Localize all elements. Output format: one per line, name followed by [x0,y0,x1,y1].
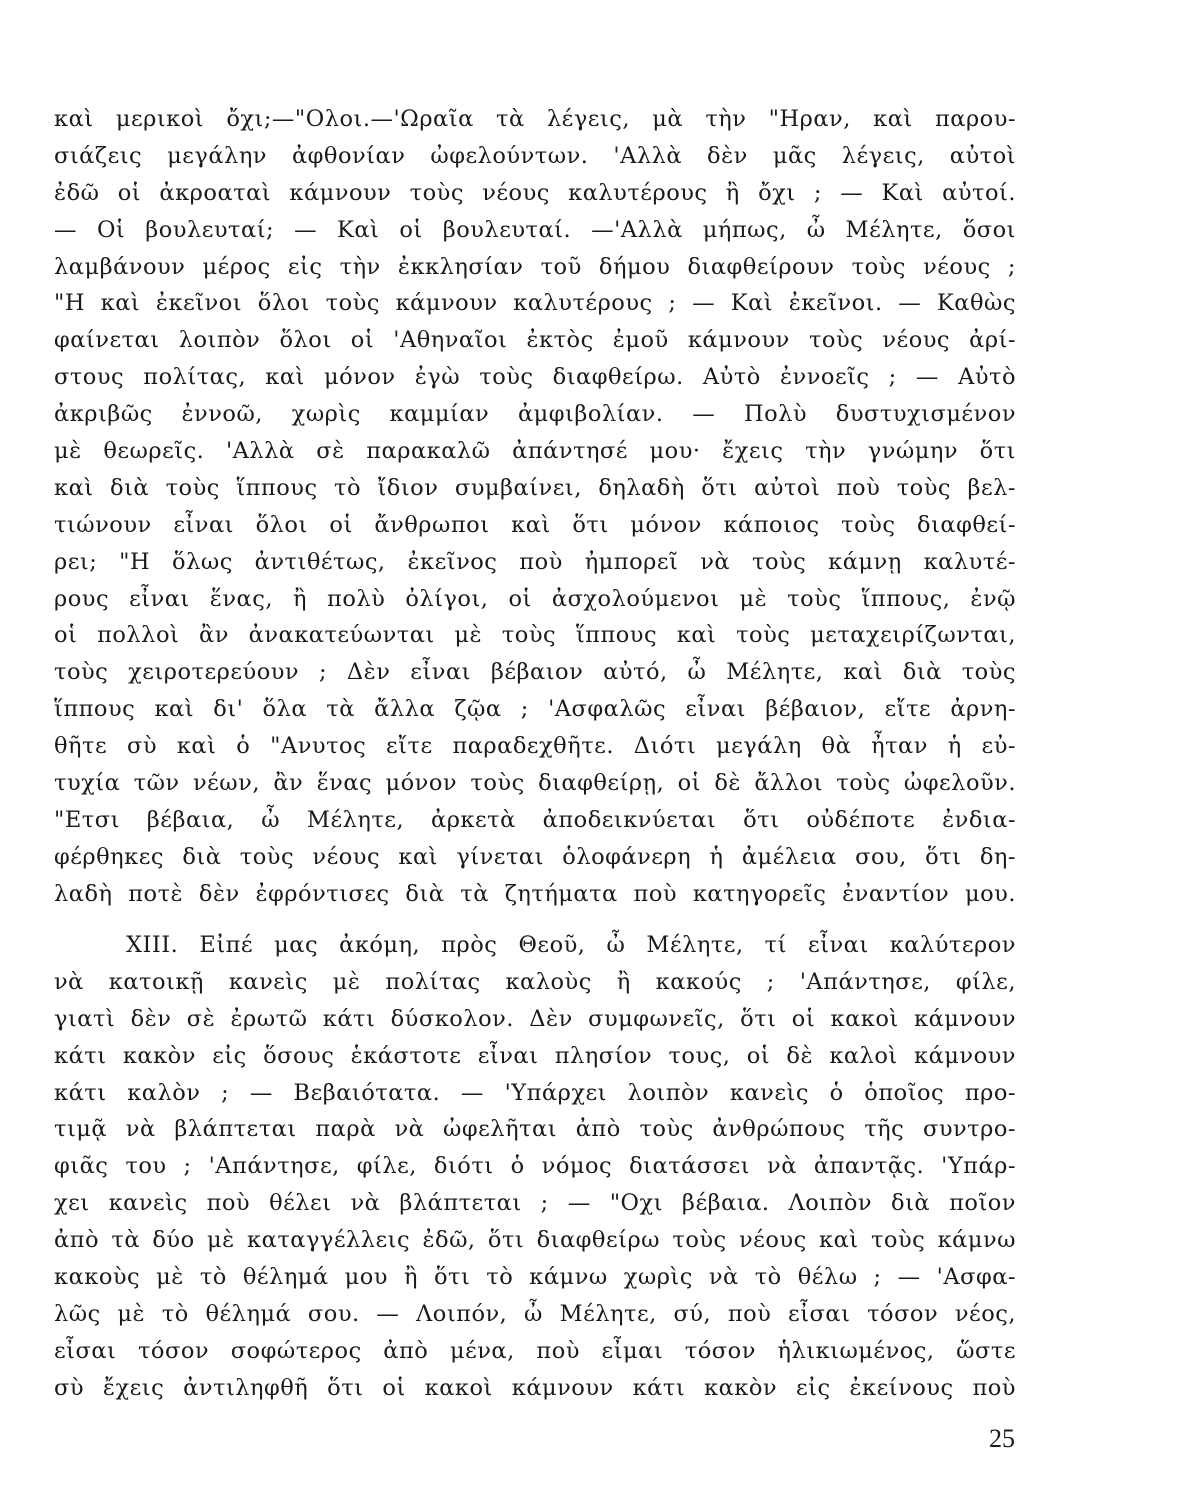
text-line: στους πολίτας, καὶ μόνον ἐγὼ τοὺς διαφθείρω. Αὐτὸ ἐννοεῖς ; — Αὐτὸ [54,364,1016,391]
text-line: "Ετσι βέβαια, ὦ Μέλητε, ἀρκετὰ ἀποδεικνύεται ὅτι οὐδέποτε ἐνδια- [54,806,1016,833]
text-line: εἶσαι τόσον σοφώτερος ἀπὸ μένα, ποὺ εἶμαι τόσον ἡλικιωμένος, ὥστε [54,1337,1016,1364]
text-line: καὶ μερικοὶ ὄχι;—"Ολοι.—'Ωραῖα τὰ λέγεις, μὰ τὴν "Ηραν, καὶ παρου- [54,106,1016,132]
paragraph-dialogue [54,101,1016,913]
text-line: ἵππους καὶ δι' ὅλα τὰ ἄλλα ζῷα ; 'Ασφαλῶς εἶναι βέβαιον, εἴτε ἀρνη- [54,696,1016,723]
text-line: φιᾶς του ; 'Απάντησε, φίλε, διότι ὁ νόμος διατάσσει νὰ ἀπαντᾷς. 'Υπάρ- [54,1153,1016,1180]
text-line: λαδὴ ποτὲ δὲν ἐφρόντισες διὰ τὰ ζητήματα ποὺ κατηγορεῖς ἐναντίον μου. [54,880,1016,907]
text-line: "Η καὶ ἐκεῖνοι ὅλοι τοὺς κάμνουν καλυτέρους ; — Καὶ ἐκεῖνοι. — Καθὼς [54,290,1016,317]
text-line: ρει; "Η ὅλως ἀντιθέτως, ἐκεῖνος ποὺ ἠμπορεῖ νὰ τοὺς κάμνῃ καλυτέ- [54,548,1016,575]
text-line: XIII. Εἰπέ μας ἀκόμη, πρὸς Θεοῦ, ὦ Μέλητε, τί εἶναι καλύτερον [126,932,1016,958]
text-line: κάτι κακὸν εἰς ὅσους ἑκάστοτε εἶναι πλησίον τους, οἱ δὲ καλοὶ κάμνουν [54,1042,1016,1069]
text-line: ἐδῶ οἱ ἀκροαταὶ κάμνουν τοὺς νέους καλυτέρους ἢ ὄχι ; — Καὶ αὐτοί. [54,179,1016,206]
text-line: σιάζεις μεγάλην ἀφθονίαν ὠφελούντων. 'Αλλὰ δὲν μᾶς λέγεις, αὐτοὶ [54,142,1016,169]
text-line: τιμᾷ νὰ βλάπτεται παρὰ νὰ ὠφελῆται ἀπὸ τοὺς ἀνθρώπους τῆς συντρο- [54,1116,1016,1143]
text-line: — Οἱ βουλευταί; — Καὶ οἱ βουλευταί. —'Αλλὰ μήπως, ὦ Μέλητε, ὅσοι [54,216,1016,243]
text-line: τιώνουν εἶναι ὅλοι οἱ ἄνθρωποι καὶ ὅτι μόνον κάποιος τοὺς διαφθεί- [54,511,1016,538]
text-line: τοὺς χειροτερεύουν ; Δὲν εἶναι βέβαιον αὐτό, ὦ Μέλητε, καὶ διὰ τοὺς [54,659,1016,686]
text-line: κάτι καλὸν ; — Βεβαιότατα. — 'Υπάρχει λοιπὸν κανεὶς ὁ ὁποῖος προ- [54,1079,1016,1106]
paragraph-section-xiii [54,927,1016,1407]
text-line: θῆτε σὺ καὶ ὁ "Ανυτος εἴτε παραδεχθῆτε. Διότι μεγάλη θὰ ἦταν ἡ εὐ- [54,733,1016,760]
text-line: λῶς μὲ τὸ θέλημά σου. — Λοιπόν, ὦ Μέλητε, σύ, ποὺ εἶσαι τόσον νέος, [54,1300,1016,1327]
text-line: ρους εἶναι ἕνας, ἢ πολὺ ὀλίγοι, οἱ ἀσχολούμενοι μὲ τοὺς ἵππους, ἐνῷ [54,585,1016,612]
text-line: φαίνεται λοιπὸν ὅλοι οἱ 'Αθηναῖοι ἐκτὸς ἐμοῦ κάμνουν τοὺς νέους ἀρί- [54,327,1016,354]
text-line: μὲ θεωρεῖς. 'Αλλὰ σὲ παρακαλῶ ἀπάντησέ μου· ἔχεις τὴν γνώμην ὅτι [54,438,1016,465]
text-line: νὰ κατοικῇ κανεὶς μὲ πολίτας καλοὺς ἢ κακούς ; 'Απάντησε, φίλε, [54,968,1016,995]
page-number: 25 [989,1424,1015,1453]
text-line: κακοὺς μὲ τὸ θέλημά μου ἢ ὅτι τὸ κάμνω χωρὶς νὰ τὸ θέλω ; — 'Ασφα- [54,1264,1016,1291]
text-line: τυχία τῶν νέων, ἂν ἕνας μόνον τοὺς διαφθείρῃ, οἱ δὲ ἄλλοι τοὺς ὠφελοῦν. [54,770,1016,797]
text-line: φέρθηκες διὰ τοὺς νέους καὶ γίνεται ὁλοφάνερη ἡ ἀμέλεια σου, ὅτι δη- [54,843,1016,870]
text-line: ἀπὸ τὰ δύο μὲ καταγγέλλεις ἐδῶ, ὅτι διαφθείρω τοὺς νέους καὶ τοὺς κάμνω [54,1227,1016,1254]
text-line: ἀκριβῶς ἐννοῶ, χωρὶς καμμίαν ἀμφιβολίαν. — Πολὺ δυστυχισμένον [54,401,1016,428]
text-line: καὶ διὰ τοὺς ἵππους τὸ ἴδιον συμβαίνει, δηλαδὴ ὅτι αὐτοὶ ποὺ τοὺς βελ- [54,474,1016,501]
text-line: οἱ πολλοὶ ἂν ἀνακατεύωνται μὲ τοὺς ἵππους καὶ τοὺς μεταχειρίζωνται, [54,622,1016,649]
text-line: λαμβάνουν μέρος εἰς τὴν ἐκκλησίαν τοῦ δήμου διαφθείρουν τοὺς νέους ; [54,253,1016,280]
text-line: χει κανεὶς ποὺ θέλει νὰ βλάπτεται ; — "Οχι βέβαια. Λοιπὸν διὰ ποῖον [54,1190,1016,1217]
text-line: γιατὶ δὲν σὲ ἐρωτῶ κάτι δύσκολον. Δὲν συμφωνεῖς, ὅτι οἱ κακοὶ κάμνουν [54,1005,1016,1032]
text-line: σὺ ἔχεις ἀντιληφθῆ ὅτι οἱ κακοὶ κάμνουν κάτι κακὸν εἰς ἐκείνους ποὺ [54,1374,1016,1401]
